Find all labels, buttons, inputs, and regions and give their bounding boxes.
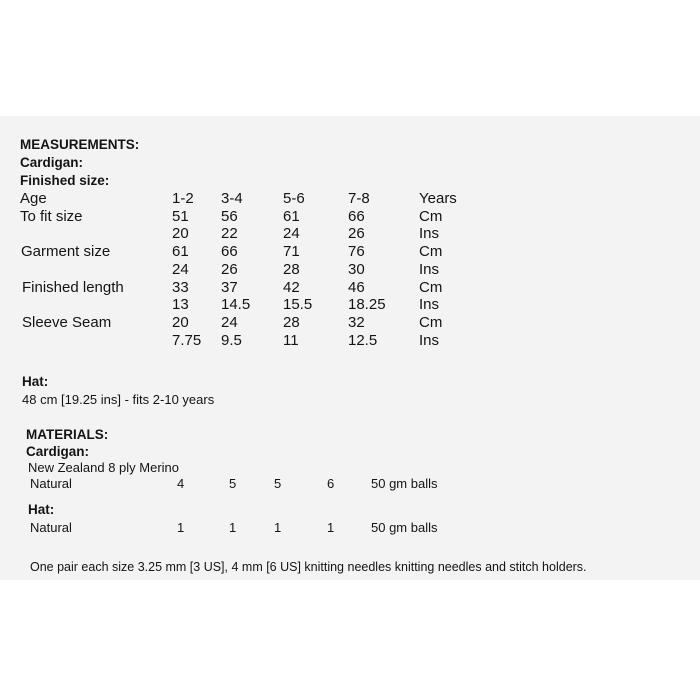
size-value: 66 [221, 243, 238, 260]
size-value: 30 [348, 261, 365, 278]
size-value: 20 [172, 314, 189, 331]
ball-count: 6 [327, 476, 335, 491]
size-value: 24 [283, 225, 300, 242]
hat-label: Hat: [22, 374, 49, 389]
unit-label: Ins [419, 225, 440, 242]
size-value: 71 [283, 243, 300, 260]
yarn-color-label: Natural [30, 520, 72, 535]
size-value: 9.5 [221, 332, 242, 349]
measurements-heading: MEASUREMENTS: [20, 137, 140, 152]
materials-cardigan-label: Cardigan: [26, 444, 90, 459]
size-value: 46 [348, 279, 365, 296]
size-value: 51 [172, 208, 189, 225]
size-value: 5-6 [283, 190, 305, 207]
size-value: 22 [221, 225, 238, 242]
size-value: 7.75 [172, 332, 202, 349]
size-value: 61 [283, 208, 300, 225]
unit-label: Years [419, 190, 457, 207]
unit-label: Cm [419, 208, 443, 225]
size-value: 12.5 [348, 332, 378, 349]
ball-count: 1 [229, 520, 237, 535]
size-value: 14.5 [221, 296, 251, 313]
unit-label: Ins [419, 261, 440, 278]
unit-label: Ins [419, 332, 440, 349]
needles-note: One pair each size 3.25 mm [3 US], 4 mm [6 US] knitting needles knitting needles and stitch holders. [30, 560, 587, 574]
ball-unit: 50 gm balls [371, 476, 438, 491]
ball-count: 5 [274, 476, 282, 491]
size-value: 18.25 [348, 296, 386, 313]
row-label: Age [20, 190, 47, 207]
size-value: 7-8 [348, 190, 370, 207]
size-value: 15.5 [283, 296, 313, 313]
materials-heading: MATERIALS: [26, 427, 109, 442]
row-label: Sleeve Seam [22, 314, 112, 331]
size-value: 76 [348, 243, 365, 260]
materials-hat-label: Hat: [28, 502, 55, 517]
size-value: 24 [172, 261, 189, 278]
size-value: 1-2 [172, 190, 194, 207]
size-value: 20 [172, 225, 189, 242]
hat-size-text: 48 cm [19.25 ins] - fits 2-10 years [22, 392, 215, 407]
ball-count: 1 [327, 520, 335, 535]
ball-unit: 50 gm balls [371, 520, 438, 535]
ball-count: 5 [229, 476, 237, 491]
size-value: 42 [283, 279, 300, 296]
unit-label: Cm [419, 243, 443, 260]
cardigan-label: Cardigan: [20, 155, 84, 170]
size-value: 11 [283, 332, 299, 349]
ball-count: 4 [177, 476, 185, 491]
unit-label: Cm [419, 279, 443, 296]
size-value: 61 [172, 243, 189, 260]
size-value: 26 [348, 225, 365, 242]
pattern-card [0, 116, 700, 580]
row-label: To fit size [20, 208, 83, 225]
yarn-color-label: Natural [30, 476, 72, 491]
unit-label: Cm [419, 314, 443, 331]
size-value: 28 [283, 314, 300, 331]
size-value: 32 [348, 314, 365, 331]
ball-count: 1 [177, 520, 185, 535]
finished-size-label: Finished size: [20, 173, 110, 188]
yarn-name: New Zealand 8 ply Merino [28, 460, 180, 475]
row-label: Finished length [22, 279, 124, 296]
size-value: 66 [348, 208, 365, 225]
size-value: 56 [221, 208, 238, 225]
size-value: 37 [221, 279, 238, 296]
size-value: 26 [221, 261, 238, 278]
ball-count: 1 [274, 520, 282, 535]
size-value: 13 [172, 296, 189, 313]
size-value: 28 [283, 261, 300, 278]
size-value: 33 [172, 279, 189, 296]
size-value: 24 [221, 314, 238, 331]
size-value: 3-4 [221, 190, 243, 207]
row-label: Garment size [21, 243, 111, 260]
unit-label: Ins [419, 296, 440, 313]
